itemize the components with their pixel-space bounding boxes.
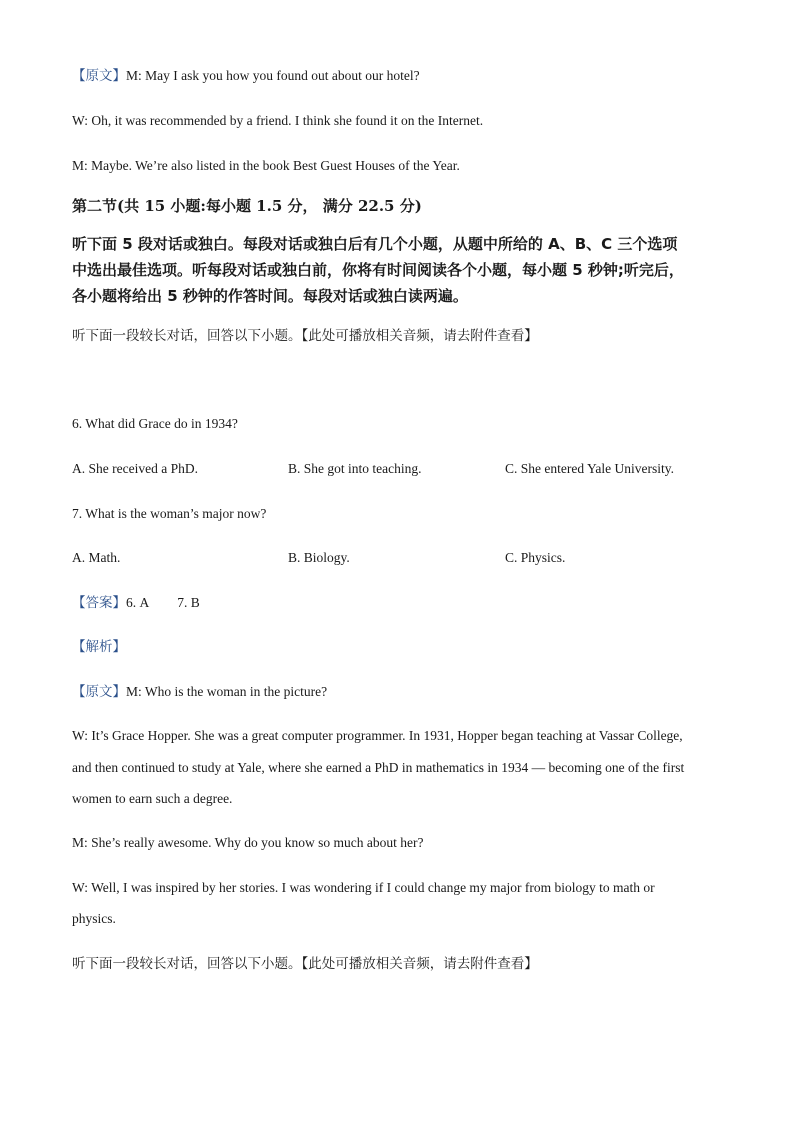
- transcript-line: and then continued to study at Yale, where she earned a PhD in mathematics in 1934 — becoming one of the first: [72, 760, 685, 775]
- transcript-line: women to earn such a degree.: [72, 791, 233, 806]
- option-c: C. Physics.: [505, 550, 566, 565]
- question-stem: 7. What is the woman’s major now?: [72, 506, 267, 521]
- analysis-line: [72, 638, 126, 656]
- option-a: A. She received a PhD.: [72, 461, 198, 476]
- transcript-line: W: It’s Grace Hopper. She was a great computer programmer. In 1931, Hopper began teaching at Vassar College,: [72, 728, 683, 743]
- transcript-text: M: May I ask you how you found out about our hotel?: [126, 68, 420, 83]
- transcript-line: [72, 683, 327, 701]
- section-heading: 第二节(共 15 小题:每小题 1.5 分， 满分 22.5 分): [72, 197, 422, 215]
- question-stem: 6. What did Grace do in 1934?: [72, 416, 238, 431]
- listen-prompt: 听下面一段较长对话，回答以下小题。【此处可播放相关音频，请去附件查看】: [72, 956, 538, 972]
- answer-value: 6. A: [126, 595, 150, 610]
- analysis-tag: 【解析】: [72, 639, 126, 655]
- transcript-line: W: Well, I was inspired by her stories. I was wondering if I could change my major from biology to math or: [72, 880, 655, 895]
- answer-line: [72, 594, 200, 612]
- transcript-line: physics.: [72, 911, 116, 926]
- option-a: A. Math.: [72, 550, 121, 565]
- transcript-tag: 【原文】: [72, 68, 126, 84]
- transcript-line: M: Maybe. We’re also listed in the book Best Guest Houses of the Year.: [72, 158, 460, 173]
- answer-value: 7. B: [177, 595, 200, 610]
- transcript-line: [72, 67, 420, 85]
- listen-prompt: 听下面一段较长对话，回答以下小题。【此处可播放相关音频，请去附件查看】: [72, 328, 538, 344]
- option-c: C. She entered Yale University.: [505, 461, 674, 476]
- option-b: B. Biology.: [288, 550, 350, 565]
- answer-tag: 【答案】: [72, 595, 126, 611]
- transcript-text: M: Who is the woman in the picture?: [126, 684, 328, 699]
- transcript-line: M: She’s really awesome. Why do you know so much about her?: [72, 835, 424, 850]
- instruction-line: 各小题将给出 5 秒钟的作答时间。每段对话或独白读两遍。: [72, 287, 468, 305]
- option-b: B. She got into teaching.: [288, 461, 422, 476]
- transcript-tag: 【原文】: [72, 684, 126, 700]
- instruction-line: 中选出最佳选项。听每段对话或独白前，你将有时间阅读各个小题，每小题 5 秒钟;听完后，: [72, 261, 684, 279]
- instruction-line: 听下面 5 段对话或独白。每段对话或独白后有几个小题，从题中所给的 A、B、C 三个选项: [72, 235, 678, 253]
- transcript-line: W: Oh, it was recommended by a friend. I think she found it on the Internet.: [72, 113, 484, 128]
